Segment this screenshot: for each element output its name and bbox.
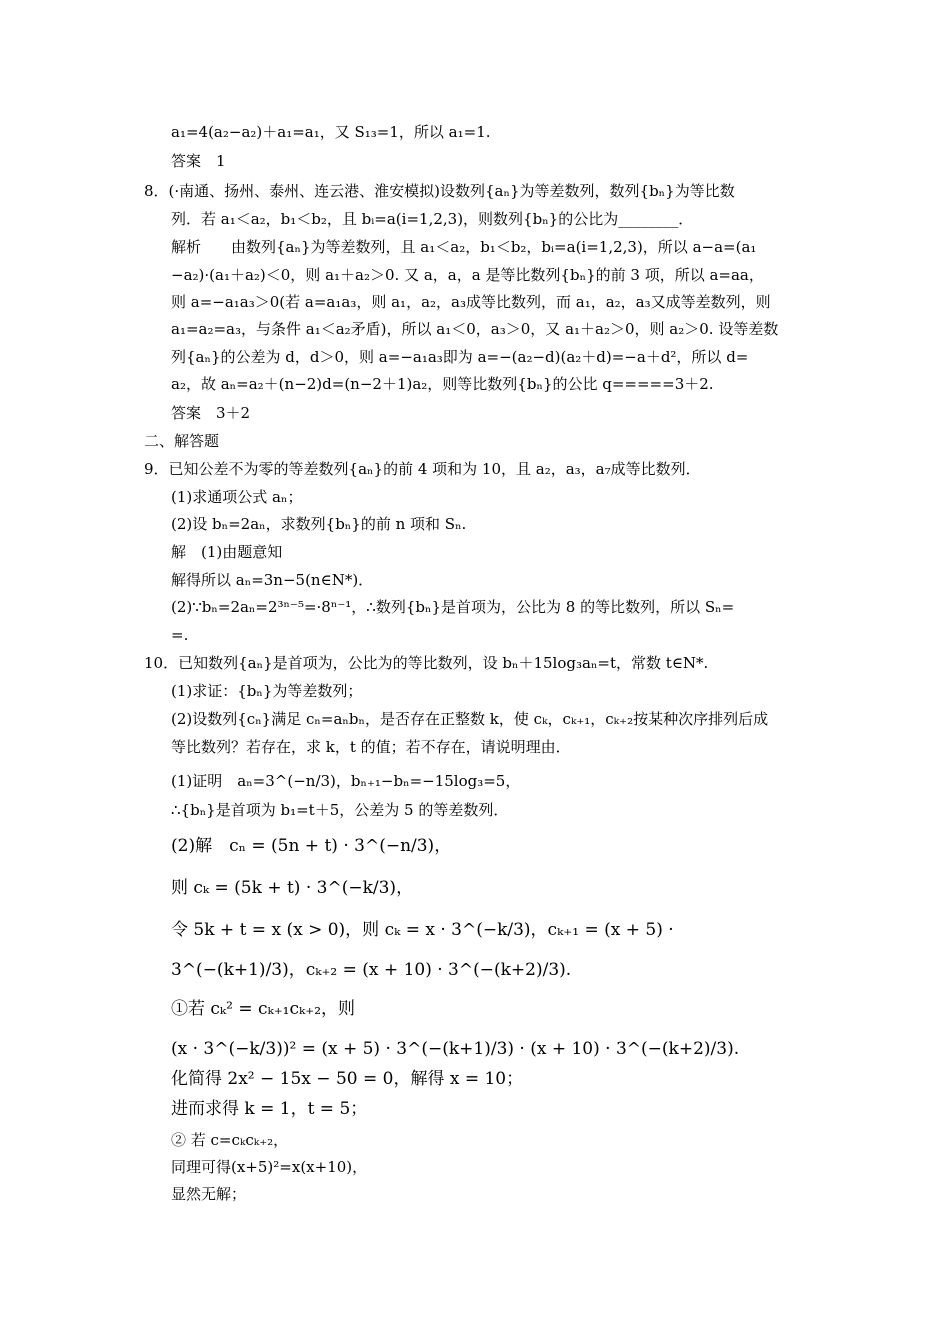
text-line: 化简得 2x² − 15x − 50 = 0，解得 x = 10； bbox=[171, 1069, 524, 1089]
text-line: 则 a=−a₁a₃＞0(若 a=a₁a₃，则 a₁，a₂，a₃成等比数列，而 a₁，a₂，a₃又成等差数列，则 bbox=[171, 293, 771, 311]
text-line: a₂，故 aₙ=a₂＋(n−2)d=(n−2＋1)a₂，则等比数列{bₙ}的公比 q=====3＋2. bbox=[171, 375, 714, 393]
answer-line: 答案 3＋2 bbox=[171, 404, 251, 422]
problem-8-heading: 8．(·南通、扬州、泰州、连云港、淮安模拟)设数列{aₙ}为等差数列，数列{bₙ}为等比数 bbox=[144, 182, 735, 200]
text-line: ② 若 c=cₖcₖ₊₂， bbox=[171, 1131, 289, 1149]
text-line: 显然无解； bbox=[171, 1185, 247, 1203]
problem-10-heading: 10．已知数列{aₙ}是首项为，公比为的等比数列，设 bₙ＋15log₃aₙ=t，常数 t∈N*. bbox=[144, 654, 709, 672]
problem-9-heading: 9．已知公差不为零的等差数列{aₙ}的前 4 项和为 10，且 a₂，a₃，a₇成等比数列． bbox=[144, 460, 701, 478]
solution-line: (2)解 cₙ = (5n + t) · 3^(−n/3)， bbox=[171, 836, 452, 856]
text-line: (1)求证：{bₙ}为等差数列； bbox=[171, 682, 363, 700]
solution-line: 解 (1)由题意知 bbox=[171, 543, 283, 561]
section-heading: 二、解答题 bbox=[144, 432, 220, 450]
solution-line: 解析 由数列{aₙ}为等差数列，且 a₁＜a₂，b₁＜b₂，bᵢ=a(i=1,2,3)，所以 a−a=(a₁ bbox=[171, 238, 757, 256]
text-line: 列．若 a₁＜a₂，b₁＜b₂，且 bᵢ=a(i=1,2,3)，则数列{bₙ}的公比为________． bbox=[171, 210, 694, 228]
text-line: 解得所以 aₙ=3n−5(n∈N*)． bbox=[171, 571, 374, 589]
text-line: (2)设数列{cₙ}满足 cₙ=aₙbₙ，是否存在正整数 k，使 cₖ，cₖ₊₁，cₖ₊₂按某种次序排列后成 bbox=[171, 710, 769, 728]
text-line: a₁=a₂=a₃，与条件 a₁＜a₂矛盾)，所以 a₁＜0，a₃＞0，又 a₁＋a₂＞0，则 a₂＞0. 设等差数 bbox=[171, 320, 779, 338]
text-line: 列{aₙ}的公差为 d，d＞0，则 a=−a₁a₃即为 a=−(a₂−d)(a₂＋d)=−a＋d²，所以 d= bbox=[171, 348, 749, 366]
text-line: 等比数列？若存在，求 k，t 的值；若不存在，请说明理由． bbox=[171, 738, 571, 756]
text-line: 3^(−(k+1)/3)，cₖ₊₂ = (x + 10) · 3^(−(k+2)/3). bbox=[171, 960, 572, 980]
text-line: (2)∵bₙ=2aₙ=2³ⁿ⁻⁵=·8ⁿ⁻¹，∴数列{bₙ}是首项为，公比为 8 的等比数列，所以 Sₙ= bbox=[171, 598, 735, 616]
proof-line: (1)证明 aₙ=3^(−n/3)，bₙ₊₁−bₙ=−15log₃=5， bbox=[171, 772, 521, 790]
text-line: −a₂)·(a₁＋a₂)＜0，则 a₁＋a₂＞0. 又 a，a，a 是等比数列{bₙ}的前 3 项，所以 a=aa， bbox=[171, 266, 764, 284]
answer-line: 答案 1 bbox=[171, 152, 226, 170]
text-line: (1)求通项公式 aₙ； bbox=[171, 488, 303, 506]
text-line: 令 5k + t = x (x > 0)，则 cₖ = x · 3^(−k/3)，cₖ₊₁ = (x + 5) · bbox=[171, 920, 674, 940]
text-line: a₁=4(a₂−a₂)＋a₁=a₁，又 S₁₃=1，所以 a₁=1. bbox=[171, 123, 491, 141]
text-line: ∴{bₙ}是首项为 b₁=t＋5，公差为 5 的等差数列． bbox=[171, 801, 509, 819]
text-line: (2)设 bₙ=2aₙ，求数列{bₙ}的前 n 项和 Sₙ. bbox=[171, 515, 467, 533]
text-line: 则 cₖ = (5k + t) · 3^(−k/3)， bbox=[171, 878, 414, 898]
text-line: ①若 cₖ² = cₖ₊₁cₖ₊₂，则 bbox=[171, 999, 356, 1019]
text-line: 同理可得(x+5)²=x(x+10)， bbox=[171, 1158, 368, 1176]
text-line: 进而求得 k = 1，t = 5； bbox=[171, 1099, 368, 1119]
text-line: (x · 3^(−k/3))² = (x + 5) · 3^(−(k+1)/3) · (x + 10) · 3^(−(k+2)/3). bbox=[171, 1039, 740, 1059]
text-line: =. bbox=[171, 626, 189, 644]
